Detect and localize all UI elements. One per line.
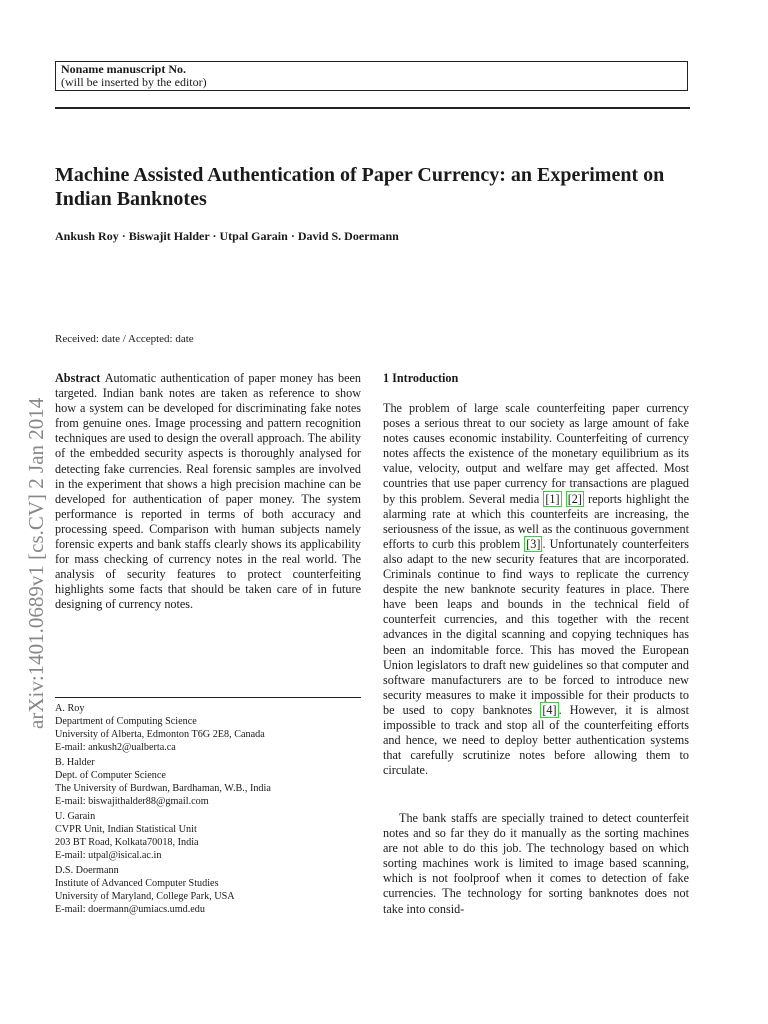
affiliation-email: E-mail: biswajithalder88@gmail.com [55, 796, 209, 807]
affiliation-roy [55, 702, 385, 754]
affiliation-email: E-mail: utpal@isical.ac.in [55, 850, 162, 861]
intro-text: . However, it is almost impossible to track and stop all of the counterfeiting efforts and hence, we need to deploy better authentication systems that carefully scrutinize notes before allowing them to circulate. [383, 702, 689, 778]
affiliation-name: B. Halder [55, 757, 95, 768]
arxiv-stamp: arXiv:1401.0689v1 [cs.CV] 2 Jan 2014 [24, 397, 48, 729]
affiliation-name: D.S. Doermann [55, 865, 119, 876]
affiliation-line: University of Maryland, College Park, USA [55, 891, 235, 902]
affiliation-line: University of Alberta, Edmonton T6G 2E8, Canada [55, 729, 265, 740]
author-list: Ankush Roy · Biswajit Halder · Utpal Garain · David S. Doermann [55, 229, 399, 243]
affiliation-name: U. Garain [55, 811, 96, 822]
footnote-rule [55, 697, 361, 698]
paper-title: Machine Assisted Authentication of Paper Currency: an Experiment on Indian Banknotes [55, 164, 665, 210]
affiliation-line: CVPR Unit, Indian Statistical Unit [55, 824, 197, 835]
header-rule [55, 107, 690, 109]
manuscript-box [55, 61, 688, 91]
section-heading: 1 Introduction [383, 371, 459, 385]
affiliation-line: The University of Burdwan, Bardhaman, W.B., India [55, 783, 271, 794]
citation-link[interactable]: [3] [526, 536, 541, 551]
received-date: Received: date / Accepted: date [55, 333, 194, 345]
affiliation-halder [55, 756, 385, 808]
intro-text: reports highlight the alarming rate at which this counterfeits are increasing, the seriousness of the issue, as well as the continuous government efforts to curb this problem [383, 491, 690, 551]
affiliation-name: A. Roy [55, 703, 85, 714]
affiliation-line: Department of Computing Science [55, 716, 197, 727]
intro-text: . Unfortunately counterfeiters also adapt to the new security features that are incorporated. Criminals continue to find ways to replicate the currency despite the new banknote security features in place. There have been leaps and bounds in the technical field of counterfeit currencies, and this together with the recent advances in the digital scanning and copying techniques has been an indomitable force. This has moved the European Union legislators to draft new guidelines so that computer and software manufacturers are to be forced to introduce new security measures to make it impossible for their products to be used to copy banknotes [383, 536, 689, 717]
intro-paragraph-1 [383, 401, 689, 778]
editor-note: (will be inserted by the editor) [61, 75, 207, 89]
intro-text: The problem of large scale counterfeiting paper currency poses a serious threat to our society as large amount of fake notes causes economic instability. Counterfeiting of currency notes affects the existence of the monetary equilibrium as its value, velocity, output and welfare may get affected. Most countries that use paper currency for transactions are plagued by this problem. Several media [383, 401, 689, 506]
affiliation-line: 203 BT Road, Kolkata70018, India [55, 837, 199, 848]
abstract-text: Automatic authentication of paper money has been targeted. Indian bank notes are taken as reference to show how a system can be developed for discriminating fake notes from genuine ones. Image processing and pattern recognition techniques are used to design the overall approach. The ability of the embedded security aspects is thoroughly analysed for detecting fake currencies. Real forensic samples are involved in the experiment that shows a high precision machine can be developed for authentication of paper money. The system performance is reported in terms of both accuracy and processing speed. Comparison with human subjects namely forensic experts and bank staffs clearly shows its applicability for mass checking of currency notes in the real world. The analysis of security features to protect counterfeiting highlights some facts that should be taken care of in future designing of currency notes. [55, 371, 361, 612]
citation-link[interactable]: [4] [542, 702, 557, 717]
affiliation-garain [55, 810, 385, 862]
affiliation-email: E-mail: ankush2@ualberta.ca [55, 742, 176, 753]
intro-paragraph-2: The bank staffs are specially trained to detect counterfeit notes and so far they do it manually as the sorting machines are not able to do this job. The technology based on which sorting machines work is limited to image based scanning, which is not foolproof when it comes to detection of fake currencies. The technology for sorting banknotes does not take into consid- [383, 811, 689, 916]
abstract [55, 371, 361, 613]
manuscript-label: Noname manuscript No. [61, 62, 186, 76]
affiliation-line: Institute of Advanced Computer Studies [55, 878, 219, 889]
affiliation-email: E-mail: doermann@umiacs.umd.edu [55, 904, 205, 915]
affiliation-doermann [55, 864, 385, 916]
citation-link[interactable]: [1] [545, 491, 560, 506]
citation-link[interactable]: [2] [567, 491, 582, 506]
abstract-label: Abstract [55, 371, 101, 385]
affiliation-line: Dept. of Computer Science [55, 770, 166, 781]
